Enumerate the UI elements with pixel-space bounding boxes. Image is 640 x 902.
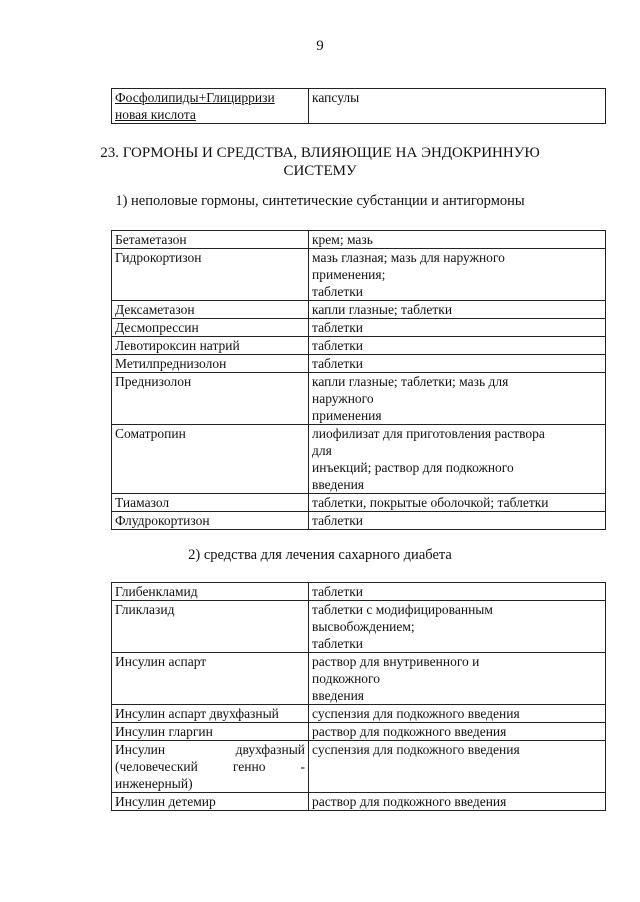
drug-name-cell xyxy=(112,425,309,494)
drug-name-line: Инсулин гларгин xyxy=(115,724,213,739)
dosage-form-cell xyxy=(309,494,606,512)
drug-name-cell xyxy=(112,373,309,425)
dosage-form-cell xyxy=(309,653,606,705)
drug-name-cell xyxy=(112,653,309,705)
dosage-form-cell xyxy=(309,512,606,530)
dosage-form-line: таблетки xyxy=(312,338,364,353)
drug-name-line: (человеческий генно - xyxy=(115,759,305,774)
table-row xyxy=(112,355,606,373)
drug-name-line: Левотироксин натрий xyxy=(115,338,240,353)
section-title-line1: 23. ГОРМОНЫ И СРЕДСТВА, ВЛИЯЮЩИЕ НА ЭНДОКРИННУЮ xyxy=(100,145,540,161)
table-row xyxy=(112,425,606,494)
drug-name-cell xyxy=(112,793,309,811)
dosage-form-line: наружного xyxy=(312,391,374,406)
table-row xyxy=(112,705,606,723)
dosage-form-line: таблетки xyxy=(312,320,364,335)
page-number: 9 xyxy=(316,38,324,54)
dosage-form-line: крем; мазь xyxy=(312,232,373,247)
dosage-form-cell xyxy=(309,601,606,653)
dosage-form-cell xyxy=(309,793,606,811)
drug-name-line: Глибенкламид xyxy=(115,584,198,599)
table-row xyxy=(112,793,606,811)
dosage-form-cell xyxy=(309,231,606,249)
dosage-form-cell xyxy=(309,355,606,373)
dosage-form-line: таблетки xyxy=(312,284,364,299)
drug-name-cell xyxy=(112,512,309,530)
drug-name-cell xyxy=(112,705,309,723)
drug-name-line: Соматропин xyxy=(115,426,186,441)
subsection-heading-2: 2) средства для лечения сахарного диабета xyxy=(188,547,452,563)
table-row xyxy=(112,583,606,601)
drug-name-cell xyxy=(112,337,309,355)
drug-name-line: новая кислота xyxy=(115,107,196,122)
diabetes-table xyxy=(111,582,606,811)
hormones-table xyxy=(111,230,606,530)
dosage-form-cell xyxy=(309,705,606,723)
drug-name-cell xyxy=(112,741,309,793)
table-row xyxy=(112,89,606,124)
drug-name-cell xyxy=(112,249,309,301)
dosage-form-cell xyxy=(309,741,606,793)
dosage-form-line: инъекций; раствор для подкожного xyxy=(312,460,514,475)
drug-name-cell xyxy=(112,723,309,741)
drug-name-line: Флудрокортизон xyxy=(115,513,210,528)
drug-name-line: Инсулин детемир xyxy=(115,794,216,809)
drug-name-line: Тиамазол xyxy=(115,495,170,510)
table-row xyxy=(112,337,606,355)
table-row xyxy=(112,373,606,425)
dosage-form-cell xyxy=(309,373,606,425)
drug-name-line: Фосфолипиды+Глицирризи xyxy=(115,90,275,105)
drug-name-line: Преднизолон xyxy=(115,374,192,389)
table-row xyxy=(112,494,606,512)
drug-name-cell xyxy=(112,355,309,373)
dosage-form-line: высвобождением; xyxy=(312,619,415,634)
dosage-form-line: таблетки, покрытые оболочкой; таблетки xyxy=(312,495,549,510)
dosage-form-line: применения; xyxy=(312,267,386,282)
dosage-form-cell xyxy=(309,425,606,494)
dosage-form-line: таблетки xyxy=(312,356,364,371)
dosage-form-line: для xyxy=(312,443,332,458)
dosage-form-line: раствор для внутривенного и xyxy=(312,654,480,669)
table-row xyxy=(112,319,606,337)
dosage-form-cell xyxy=(309,249,606,301)
table-row xyxy=(112,723,606,741)
table-row xyxy=(112,741,606,793)
drug-name-line: Инсулин аспарт двухфазный xyxy=(115,706,279,721)
drug-name-cell xyxy=(112,301,309,319)
drug-name-line: Гликлазид xyxy=(115,602,175,617)
dosage-form-line: мазь глазная; мазь для наружного xyxy=(312,250,505,265)
dosage-form-line: таблетки xyxy=(312,513,364,528)
dosage-form-cell xyxy=(309,337,606,355)
dosage-form-line: таблетки xyxy=(312,636,364,651)
drug-name-cell xyxy=(112,494,309,512)
dosage-form-cell xyxy=(309,301,606,319)
dosage-form-cell xyxy=(309,583,606,601)
drug-name-cell xyxy=(112,583,309,601)
drug-name-cell xyxy=(112,601,309,653)
drug-name-line: Бетаметазон xyxy=(115,232,187,247)
dosage-form-cell xyxy=(309,723,606,741)
dosage-form-line: суспензия для подкожного введения xyxy=(312,742,520,757)
dosage-form-cell xyxy=(309,319,606,337)
subsection-heading-1: 1) неполовые гормоны, синтетические субстанции и антигормоны xyxy=(115,193,525,209)
table-row xyxy=(112,231,606,249)
dosage-form-line: таблетки xyxy=(312,584,364,599)
dosage-form-line: капли глазные; таблетки; мазь для xyxy=(312,374,509,389)
drug-name-cell xyxy=(112,319,309,337)
table-row xyxy=(112,601,606,653)
top-drug-table xyxy=(111,88,606,124)
dosage-form-line: суспензия для подкожного введения xyxy=(312,706,520,721)
dosage-form-line: введения xyxy=(312,477,365,492)
dosage-form-line: подкожного xyxy=(312,671,380,686)
dosage-form-line: капсулы xyxy=(312,90,360,105)
drug-name-line: Инсулин двухфазный xyxy=(115,742,305,757)
dosage-form-line: раствор для подкожного введения xyxy=(312,724,507,739)
dosage-form-line: капли глазные; таблетки xyxy=(312,302,453,317)
table-row xyxy=(112,512,606,530)
drug-name-line: Инсулин аспарт xyxy=(115,654,207,669)
drug-name-line: Дексаметазон xyxy=(115,302,195,317)
dosage-form-line: таблетки с модифицированным xyxy=(312,602,493,617)
drug-name-cell xyxy=(112,231,309,249)
section-title xyxy=(0,144,640,180)
drug-name-line: Гидрокортизон xyxy=(115,250,202,265)
drug-name-cell xyxy=(112,89,309,124)
table-row xyxy=(112,653,606,705)
drug-name-line: Метилпреднизолон xyxy=(115,356,227,371)
dosage-form-line: лиофилизат для приготовления раствора xyxy=(312,426,545,441)
dosage-form-line: введения xyxy=(312,688,365,703)
dosage-form-line: применения xyxy=(312,408,382,423)
dosage-form-cell xyxy=(309,89,606,124)
table-row xyxy=(112,301,606,319)
table-row xyxy=(112,249,606,301)
drug-name-line: инженерный) xyxy=(115,776,193,791)
section-title-line2: СИСТЕМУ xyxy=(283,163,357,179)
dosage-form-line: раствор для подкожного введения xyxy=(312,794,507,809)
drug-name-line: Десмопрессин xyxy=(115,320,199,335)
